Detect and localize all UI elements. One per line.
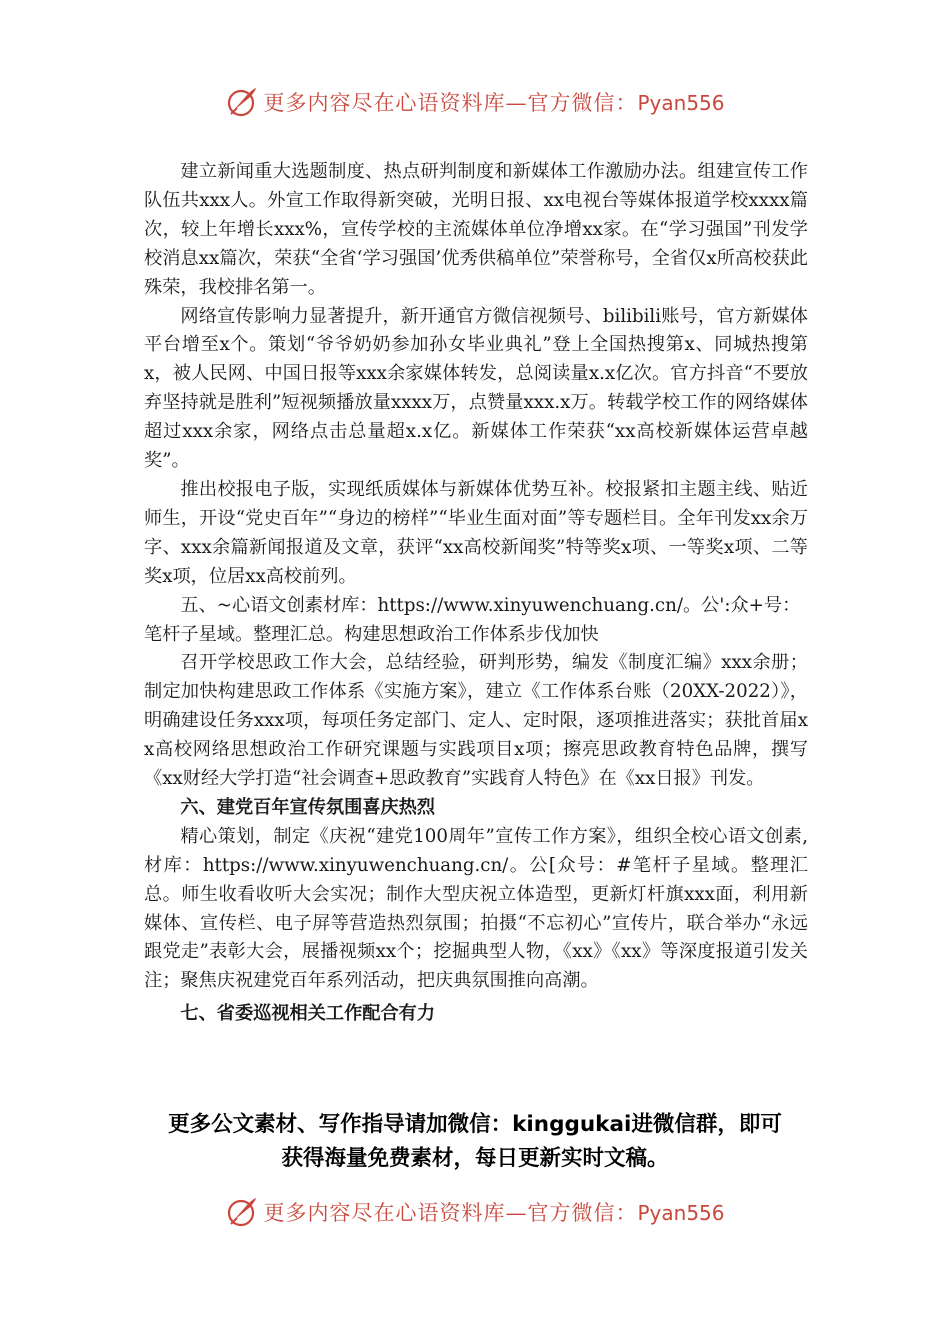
banner-label: 更多内容尽在心语资料库—官方微信： <box>263 91 638 115</box>
document-body <box>144 158 808 1029</box>
section-heading-7: 七、省委巡视相关工作配合有力 <box>180 1003 436 1025</box>
promo-line-2: 获得海量免费素材，每日更新实时文稿。 <box>281 1146 669 1171</box>
paragraph-2: 网络宣传影响力显著提升，新开通官方微信视频号、bilibili账号，官方新媒体平台增至x个。策划“爷爷奶奶参加孙女毕业典礼”登上全国热搜第x、同城热搜第x，被人民网、中国日报等xxx余家媒体转发，总阅读量x.x亿次。官方抖音“不要放弃坚持就是胜利”短视频播放量xxxx万，点赞量xxx.x万。转载学校工作的网络媒体超过xxx余家，网络点击总量超x.x亿。新媒体工作荣获“xx高校新媒体运营卓越奖”。 <box>144 305 808 472</box>
banner-label: 更多内容尽在心语资料库—官方微信： <box>263 1201 638 1225</box>
quill-pen-logo-icon <box>225 1195 259 1229</box>
section-heading-6: 六、建党百年宣传氛围喜庆热烈 <box>180 796 436 818</box>
section-heading-5: 五、~心语文创素材库：https://www.xinyuwenchuang.cn/。公':众+号：笔杆子星域。整理汇总。构建思想政治工作体系步伐加快 <box>144 594 801 645</box>
banner-wechat-id: Pyan556 <box>637 91 725 115</box>
banner-text <box>263 1197 724 1227</box>
quill-pen-logo-icon <box>225 85 259 119</box>
paragraph-5: 精心策划，制定《庆祝“建党100周年”宣传工作方案》，组织全校心语文创素,材库：https://www.xinyuwenchuang.cn/。公[众号：#笔杆子星域。整理汇总。师生收看收听大会实况；制作大型庆祝立体造型，更新灯杆旗xxx面，利用新媒体、宣传栏、电子屏等营造热烈氛围；拍摄“不忘初心”宣传片，联合举办“永远跟党走”表彰大会，展播视频xx个；挖掘典型人物，《xx》《xx》等深度报道引发关注；聚焦庆祝建党百年系列活动，把庆典氛围推向高潮。 <box>144 825 808 992</box>
footer-banner <box>0 1192 950 1232</box>
banner-wechat-id: Pyan556 <box>637 1201 725 1225</box>
promo-line-1: 更多公文素材、写作指导请加微信：kinggukai进微信群，即可 <box>168 1112 782 1137</box>
promo-notice <box>100 1108 850 1176</box>
header-banner <box>0 82 950 122</box>
paragraph-4: 召开学校思政工作大会，总结经验，研判形势，编发《制度汇编》xxx余册；制定加快构建思政工作体系《实施方案》，建立《工作体系台账（20XX-2022）》，明确建设任务xxx项，每项任务定部门、定人、定时限，逐项推进落实；获批首届xx高校网络思想政治工作研究课题与实践项目x项；擦亮思政教育特色品牌，撰写《xx财经大学打造“社会调查+思政教育”实践育人特色》在《xx日报》刊发。 <box>144 652 808 790</box>
paragraph-3: 推出校报电子版，实现纸质媒体与新媒体优势互补。校报紧扣主题主线、贴近师生，开设“党史百年”“身边的榜样”“毕业生面对面”等专题栏目。全年刊发xx余万字、xxx余篇新闻报道及文章，获评“xx高校新闻奖”特等奖x项、一等奖x项、二等奖x项，位居xx高校前列。 <box>144 478 808 587</box>
banner-text <box>263 87 724 117</box>
paragraph-1: 建立新闻重大选题制度、热点研判制度和新媒体工作激励办法。组建宣传工作队伍共xxx人。外宣工作取得新突破，光明日报、xx电视台等媒体报道学校xxxx篇次，较上年增长xxx%，宣传学校的主流媒体单位净增xx家。在“学习强国”刊发学校消息xx篇次，荣获“全省‘学习强国’优秀供稿单位”荣誉称号，全省仅x所高校获此殊荣，我校排名第一。 <box>144 161 808 298</box>
